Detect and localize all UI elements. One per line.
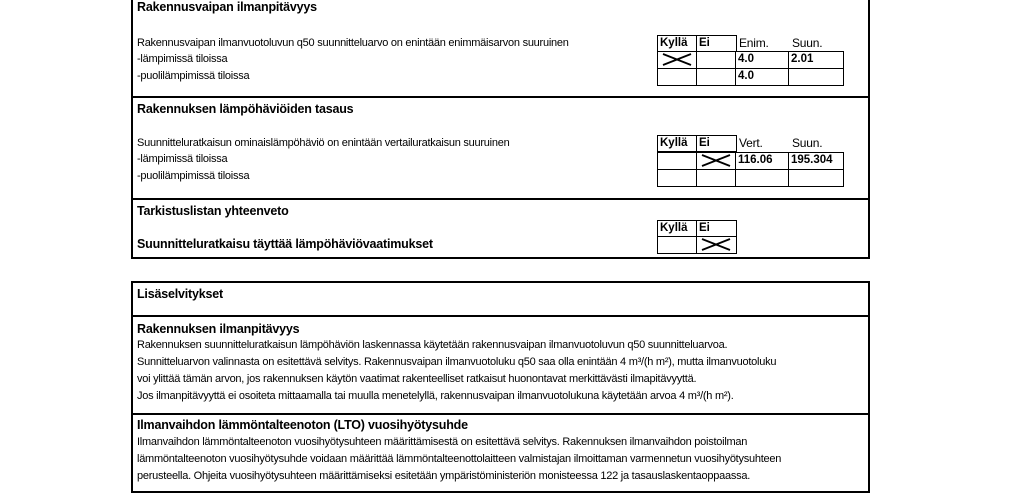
heat-loss-row-semi: -puolilämpimissä tiloissa: [137, 170, 250, 182]
airtightness-title: Rakennusvaipan ilmanpitävyys: [137, 0, 317, 14]
heat-loss-warm-yes-checkbox[interactable]: [657, 152, 698, 170]
heat-loss-warm-design-value: 195.304: [788, 152, 844, 170]
airtightness-warm-max-value: 4.0: [735, 51, 790, 69]
heat-loss-yes-header: Kyllä: [657, 135, 698, 152]
paragraph-line: voi ylittää tämän arvon, jos rakennuksen käytön vaatimat rakenteelliset ratkaisut huonontavat merkittävästi ilmapitävyyttä.: [137, 373, 697, 385]
additional-airtightness-title: Rakennuksen ilmanpitävyys: [137, 322, 300, 336]
airtightness-warm-design-value: 2.01: [788, 51, 844, 69]
heat-loss-semi-design-value: [788, 169, 844, 187]
paragraph-line: lämmöntalteenoton vuosihyötysuhde voidaan määrittää lämmöntalteenottolaitteen valmistajan ilmoittaman varmennetun vuosihyötysuhteen: [137, 453, 782, 465]
cross-mark-icon: [658, 52, 696, 67]
paragraph-line: Rakennuksen suunnitteluratkaisun lämpöhäviön laskennassa käytetään rakennusvaipan ilmanvuotoluvun q50 suunnitteluarvoa.: [137, 339, 728, 351]
cross-mark-icon: [697, 237, 735, 252]
heat-loss-warm-no-checkbox[interactable]: [696, 152, 737, 170]
summary-yes-header: Kyllä: [657, 220, 698, 237]
additional-airtightness-paragraph: [137, 337, 776, 405]
airtightness-statement: Rakennusvaipan ilmanvuotoluvun q50 suunnitteluarvo on enintään enimmäisarvon suuruinen: [137, 37, 569, 49]
section-divider: [131, 315, 870, 317]
heat-loss-semi-yes-checkbox[interactable]: [657, 169, 698, 187]
additional-lto-paragraph: [137, 434, 781, 485]
paragraph-line: Jos ilmanpitävyyttä ei osoiteta mittaamalla tai muulla menetelyllä, rakennusvaipan ilmanvuotolukuna käytetään arvoa 4 m³/(h m²).: [137, 390, 734, 402]
heat-loss-statement: Suunnitteluratkaisun ominaislämpöhäviö on enintään vertailuratkaisun suuruinen: [137, 137, 510, 149]
heat-loss-title: Rakennuksen lämpöhäviöiden tasaus: [137, 102, 354, 116]
heat-loss-semi-ref-value: [735, 169, 790, 187]
airtightness-row-semi: -puolilämpimissä tiloissa: [137, 70, 250, 82]
airtightness-yes-header: Kyllä: [657, 35, 698, 52]
airtightness-design-header: Suun.: [792, 36, 823, 50]
airtightness-semi-max-value: 4.0: [735, 68, 790, 86]
cross-mark-icon: [697, 153, 735, 168]
airtightness-row-warm: -lämpimissä tiloissa: [137, 53, 228, 65]
section-divider: [131, 198, 870, 200]
airtightness-warm-yes-checkbox[interactable]: [657, 51, 698, 69]
heat-loss-row-warm: -lämpimissä tiloissa: [137, 153, 228, 165]
heat-loss-ref-header: Vert.: [739, 136, 763, 150]
paragraph-line: Sunnitteluarvon valinnasta on esitettävä selvitys. Rakennusvaipan ilmanvuotoluku q50 saa olla enintään 4 m³/(h m²), mutta ilmanvuotoluku: [137, 356, 777, 368]
summary-title: Tarkistuslistan yhteenveto: [137, 204, 289, 218]
airtightness-warm-no-checkbox[interactable]: [696, 51, 737, 69]
summary-yes-checkbox[interactable]: [657, 236, 698, 254]
airtightness-max-header: Enim.: [739, 36, 769, 50]
section-divider: [131, 96, 870, 98]
heat-loss-semi-no-checkbox[interactable]: [696, 169, 737, 187]
summary-no-header: Ei: [696, 220, 737, 237]
airtightness-semi-no-checkbox[interactable]: [696, 68, 737, 86]
summary-no-checkbox[interactable]: [696, 236, 737, 254]
paragraph-line: perusteella. Ohjeita vuosihyötysuhteen määrittämiseksi esitetään ympäristöministeriön monisteessa 122 ja tasauslaskentaoppaassa.: [137, 470, 751, 482]
summary-statement: Suunnitteluratkaisu täyttää lämpöhäviövaatimukset: [137, 237, 433, 251]
section-divider: [131, 413, 870, 415]
heat-loss-no-header: Ei: [696, 135, 737, 152]
airtightness-semi-design-value: [788, 68, 844, 86]
heat-loss-design-header: Suun.: [792, 136, 823, 150]
heat-loss-warm-ref-value: 116.06: [735, 152, 790, 170]
airtightness-no-header: Ei: [696, 35, 737, 52]
additional-title: Lisäselvitykset: [137, 287, 223, 301]
airtightness-semi-yes-checkbox[interactable]: [657, 68, 698, 86]
paragraph-line: Ilmanvaihdon lämmöntalteenoton vuosihyötysuhteen määrittämisestä on esitettävä selvitys. Rakennuksen ilmanvaihdon poistoilman: [137, 436, 748, 448]
additional-lto-title: Ilmanvaihdon lämmöntalteenoton (LTO) vuosihyötysuhde: [137, 418, 468, 432]
